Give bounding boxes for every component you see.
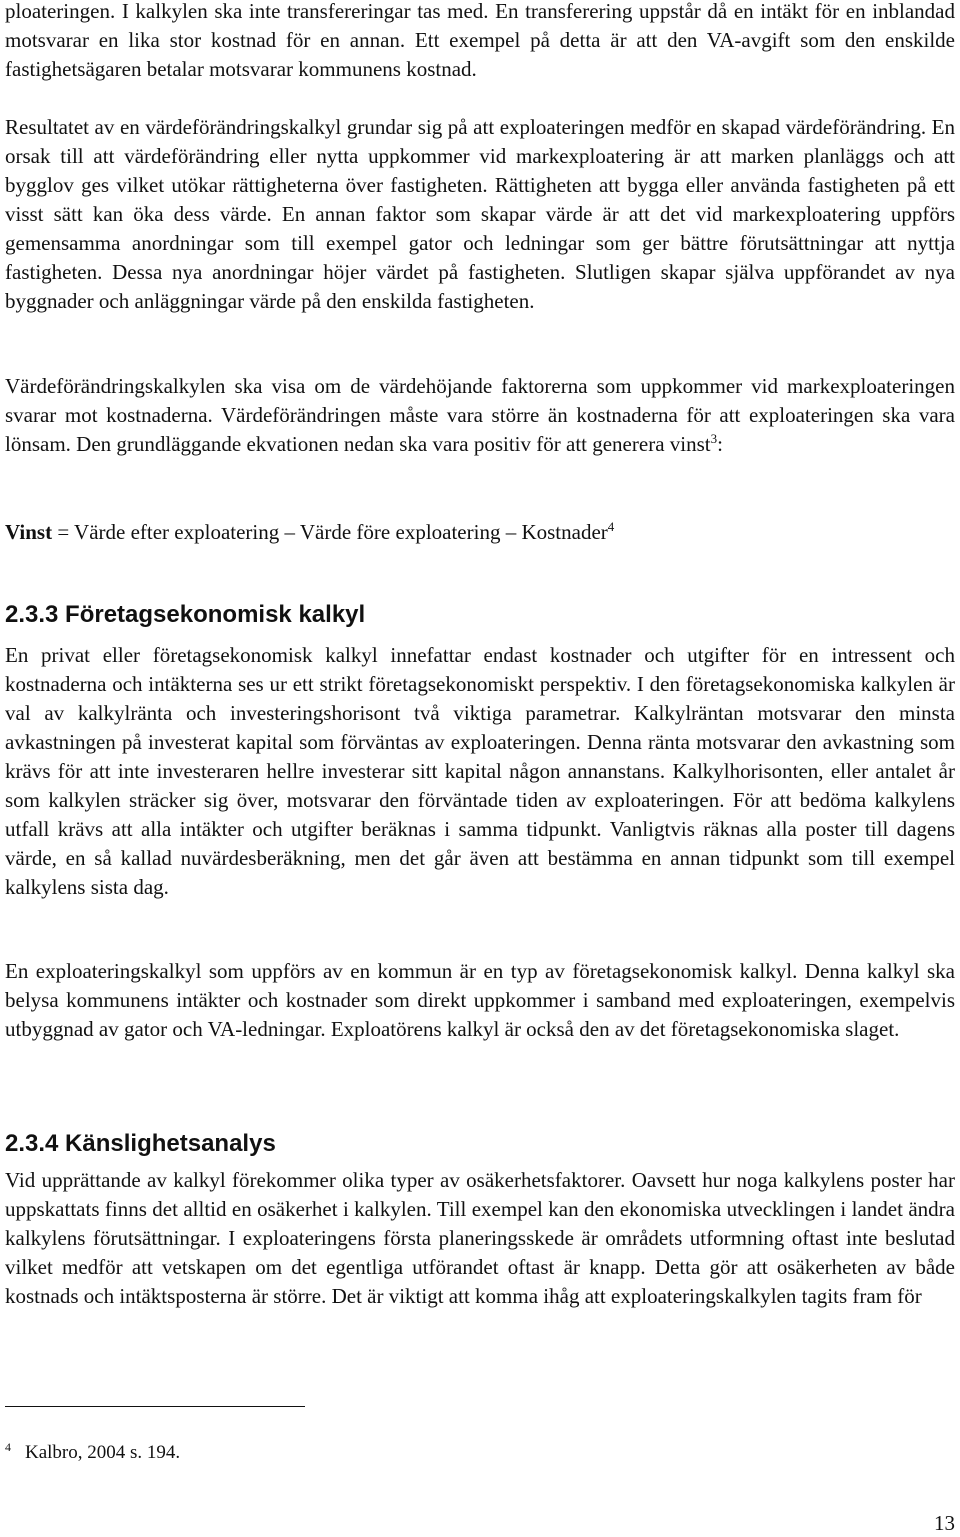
footnote-ref-4: 4	[607, 519, 615, 534]
paragraph-end: :	[717, 432, 723, 456]
paragraph-transfereringar: ploateringen. I kalkylen ska inte transfereringar tas med. En transferering uppstår då en intäkt för en inblandad motsvarar en lika stor kostnad för en annan. Ett exempel på detta är att den VA-avgift som den enskilde fastighetsägaren betalar motsvarar kommunens kostnad.	[5, 0, 955, 81]
footnote-number: 4	[5, 1440, 11, 1454]
footnote-ref-3: 3	[710, 431, 718, 446]
section-heading-2-3-4: 2.3.4 Känslighetsanalys	[5, 1130, 276, 1157]
page-number: 13	[934, 1511, 955, 1535]
footnote	[5, 1440, 180, 1466]
section-heading-2-3-3: 2.3.3 Företagsekonomisk kalkyl	[5, 601, 366, 628]
paragraph-privat-kalkyl: En privat eller företagsekonomisk kalkyl innefattar endast kostnader och utgifter för en intressent och kostnaderna och intäkterna ses ur ett strikt företagsekonomiskt perspektiv. I den företagsekonomiska kalkylen är val av kalkylränta och investeringshorisont två viktiga parametrar. Kalkylräntan motsvarar den minsta avkastningen på investerat kapital som förväntas av exploateringen. Denna ränta motsvarar den avkastning som krävs för att inte investeraren hellre investerar sitt kapital någon annanstans. Kalkylhorisonten, eller antalet år som kalkylen sträcker sig över, motsvarar den förväntade tiden av exploateringen. För att bedöma kalkylens utfall krävs att alla intäkter och utgifter beräknas i samma tidpunkt. Vanligtvis räknas alla poster till dagens värde, en så kallad nuvärdesberäkning, men det går även att bestämma en annan tidpunkt som till exempel kalkylens sista dag.	[5, 643, 955, 899]
paragraph-osakerhetsfaktorer: Vid upprättande av kalkyl förekommer olika typer av osäkerhetsfaktorer. Oavsett hur noga kalkylens poster har uppskattats finns det alltid en osäkerhet i kalkylen. Till exempel kan den ekonomiska utvecklingen i landet ändra kalkylens förutsättningar. I exploateringens första planeringsskede är områdets utformning oftast inte beslutad vilket medför att vetskapen om det egentliga utförandet oftast är knapp. Detta gör att osäkerheten av både kostnads och intäktsposterna är större. Det är viktigt att komma ihåg att exploateringskalkylen tagits fram för	[5, 1168, 955, 1308]
footnote-text: Kalbro, 2004 s. 194.	[25, 1442, 181, 1463]
footnote-divider	[5, 1406, 305, 1407]
paragraph-text: Värdeförändringskalkylen ska visa om de värdehöjande faktorerna som uppkommer vid markexploateringen svarar mot kostnaderna. Värdeförändringen måste vara större än kostnaderna för att exploateringen ska vara lönsam. Den grundläggande ekvationen nedan ska vara positiv för att generera vinst	[5, 374, 955, 456]
equation	[5, 518, 955, 547]
equation-rest: = Värde efter exploatering – Värde före exploatering – Kostnader	[52, 520, 608, 544]
paragraph-vardeforandring: Resultatet av en värdeförändringskalkyl grundar sig på att exploateringen medför en skapad värdeförändring. En orsak till att värdeförändring eller nytta uppkommer vid markexploatering är att marken planläggs och att bygglov ges vilket utökar rättigheterna över fastigheten. Rättigheten att bygga eller använda fastigheten på ett visst sätt kan öka dess värde. En annan faktor som skapar värde är att det vid markexploatering uppförs gemensamma anordningar som till exempel gator och ledningar som ger bättre förutsättningar att nyttja fastigheten. Dessa nya anordningar höjer värdet på fastigheten. Slutligen skapar själva uppförandet av nya byggnader och anläggningar värde på den enskilda fastigheten.	[5, 115, 955, 313]
paragraph-exploateringskalkyl: En exploateringskalkyl som uppförs av en kommun är en typ av företagsekonomisk kalkyl. Denna kalkyl ska belysa kommunens intäkter och kostnader som direkt uppkommer i samband med exploateringen, exempelvis utbyggnad av gator och VA-ledningar. Exploatörens kalkyl är också den av det företagsekonomiska slaget.	[5, 959, 955, 1041]
equation-term-vinst: Vinst	[5, 520, 53, 544]
paragraph-vardeforandringskalkyl	[5, 372, 955, 459]
